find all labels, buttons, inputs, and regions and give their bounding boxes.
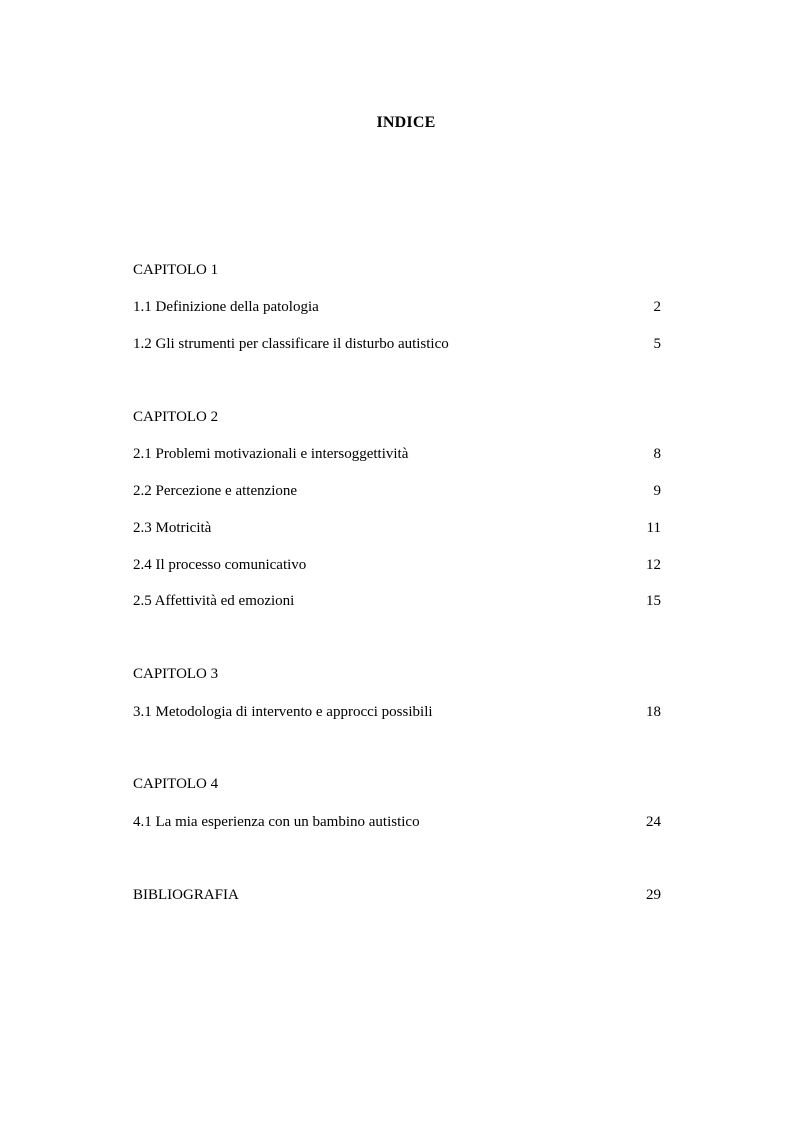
- toc-entry-page: 8: [653, 446, 661, 462]
- toc-entry-label: 1.1 Definizione della patologia: [133, 299, 319, 315]
- toc-entry-bibliography[interactable]: [133, 885, 661, 905]
- toc-entry-page: 2: [653, 299, 661, 315]
- toc-entry-label: 2.4 Il processo comunicativo: [133, 557, 307, 573]
- chapter-heading: CAPITOLO 1: [133, 262, 219, 278]
- toc-entry[interactable]: [133, 518, 661, 538]
- toc-entry-page: 9: [653, 483, 661, 499]
- toc-entry-label: 2.3 Motricità: [133, 520, 212, 536]
- toc-entry-label: 3.1 Metodologia di intervento e approcci possibili: [133, 704, 433, 720]
- chapter-heading: CAPITOLO 4: [133, 776, 219, 792]
- toc-entry-label: 2.5 Affettività ed emozioni: [133, 593, 295, 609]
- toc-entry-label: 4.1 La mia esperienza con un bambino autistico: [133, 814, 420, 830]
- toc-entry-page: 15: [646, 593, 661, 609]
- chapter-heading: CAPITOLO 3: [133, 666, 219, 682]
- chapter-heading: CAPITOLO 2: [133, 409, 219, 425]
- toc-entry-label: 2.1 Problemi motivazionali e intersoggettività: [133, 446, 409, 462]
- toc-entry[interactable]: [133, 702, 661, 722]
- toc-entry[interactable]: [133, 812, 661, 832]
- toc-entry-page: 24: [646, 814, 661, 830]
- toc-entry-page: 5: [653, 336, 661, 352]
- toc-entry[interactable]: [133, 481, 661, 501]
- toc-entry-label: 2.2 Percezione e attenzione: [133, 483, 298, 499]
- toc-entry[interactable]: [133, 555, 661, 575]
- toc-entry[interactable]: [133, 334, 661, 354]
- bibliography-page: 29: [646, 887, 661, 903]
- toc-entry[interactable]: [133, 297, 661, 317]
- toc-entry-page: 18: [646, 704, 661, 720]
- toc-entry-page: 12: [646, 557, 661, 573]
- toc-entry[interactable]: [133, 444, 661, 464]
- toc-entry[interactable]: [133, 591, 661, 611]
- toc-entry-label: 1.2 Gli strumenti per classificare il disturbo autistico: [133, 336, 449, 352]
- page-title: INDICE: [376, 114, 436, 131]
- bibliography-label: BIBLIOGRAFIA: [133, 887, 239, 903]
- toc-entry-page: 11: [646, 520, 661, 536]
